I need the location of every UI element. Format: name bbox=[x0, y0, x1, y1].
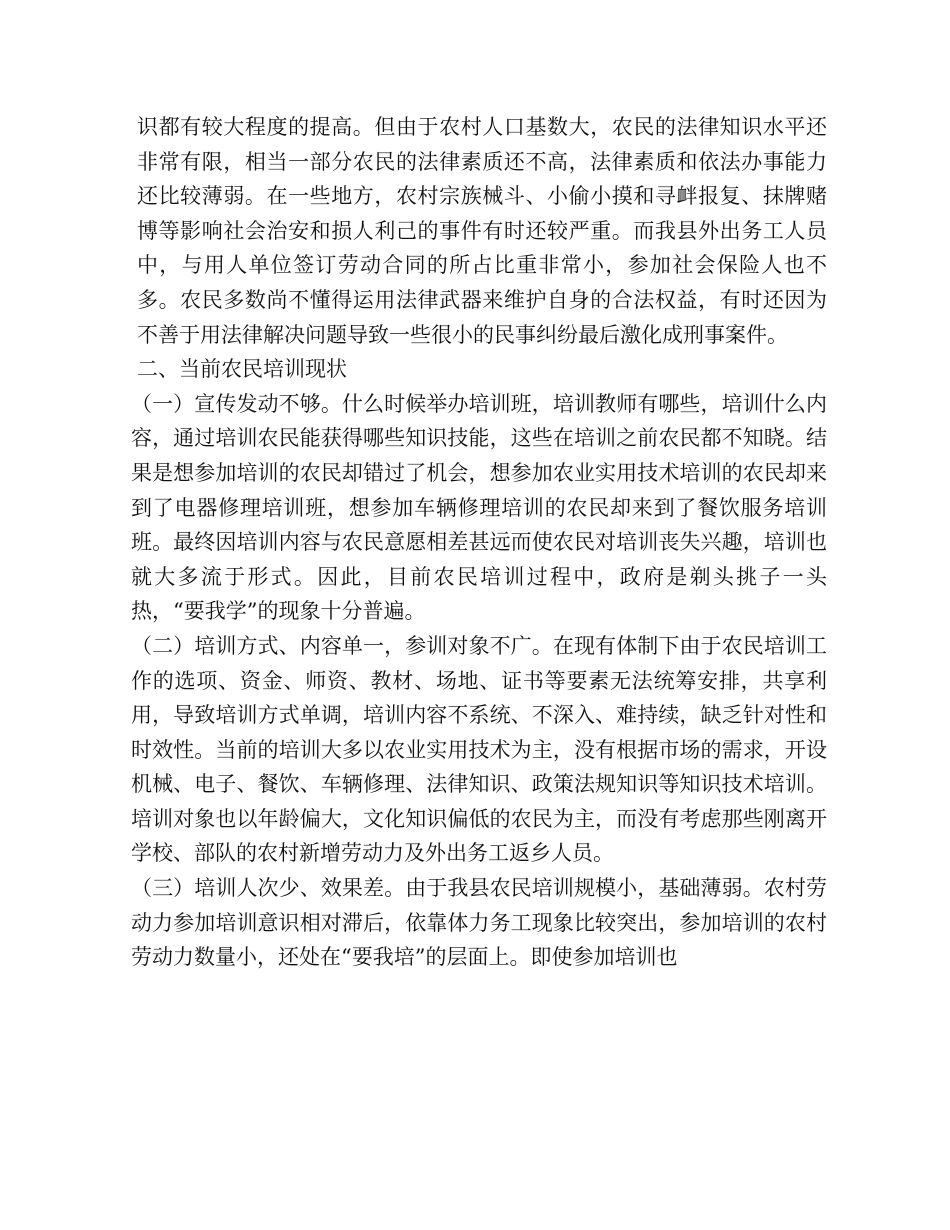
section-heading: 二、当前农民培训现状 bbox=[137, 357, 347, 382]
document-page bbox=[131, 110, 827, 975]
item-2-paragraph: （二）培训方式、内容单一，参训对象不广。在现有体制下由于农民培训工作的选项、资金、师资、教材、场地、证书等要素无法统筹安排，共享利用，导致培训方式单调，培训内容不系统、不深入、难持续，缺乏针对性和时效性。当前的培训大多以农业实用技术为主，没有根据市场的需求，开设机械、电子、餐饮、车辆修理、法律知识、政策法规知识等知识技术培训。培训对象也以年龄偏大，文化知识偏低的农民为主，而没有考虑那些刚离开学校、部队的农村新增劳动力及外出务工返乡人员。 bbox=[131, 633, 827, 866]
item-3-paragraph: （三）培训人次少、效果差。由于我县农民培训规模小，基础薄弱。农村劳动力参加培训意识相对滞后，依靠体力务工现象比较突出，参加培训的农村劳动力数量小，还处在“要我培”的层面上。即使参加培训也 bbox=[131, 876, 827, 970]
item-1-paragraph: （一）宣传发动不够。什么时候举办培训班，培训教师有哪些，培训什么内容，通过培训农民能获得哪些知识技能，这些在培训之前农民都不知晓。结果是想参加培训的农民却错过了机会，想参加农业实用技术培训的农民却来到了电器修理培训班，想参加车辆修理培训的农民却来到了餐饮服务培训班。最终因培训内容与农民意愿相差甚远而使农民对培训丧失兴趣，培训也就大多流于形式。因此，目前农民培训过程中，政府是剃头挑子一头热，“要我学”的现象十分普遍。 bbox=[131, 391, 827, 624]
intro-paragraph: 识都有较大程度的提高。但由于农村人口基数大，农民的法律知识水平还非常有限，相当一部分农民的法律素质还不高，法律素质和依法办事能力还比较薄弱。在一些地方，农村宗族械斗、小偷小摸和寻衅报复、抹牌赌博等影响社会治安和损人利己的事件有时还较严重。而我县外出务工人员中，与用人单位签订劳动合同的所占比重非常小，参加社会保险人也不多。农民多数尚不懂得运用法律武器来维护自身的合法权益，有时还因为不善于用法律解决问题导致一些很小的民事纠纷最后激化成刑事案件。 bbox=[137, 115, 827, 347]
